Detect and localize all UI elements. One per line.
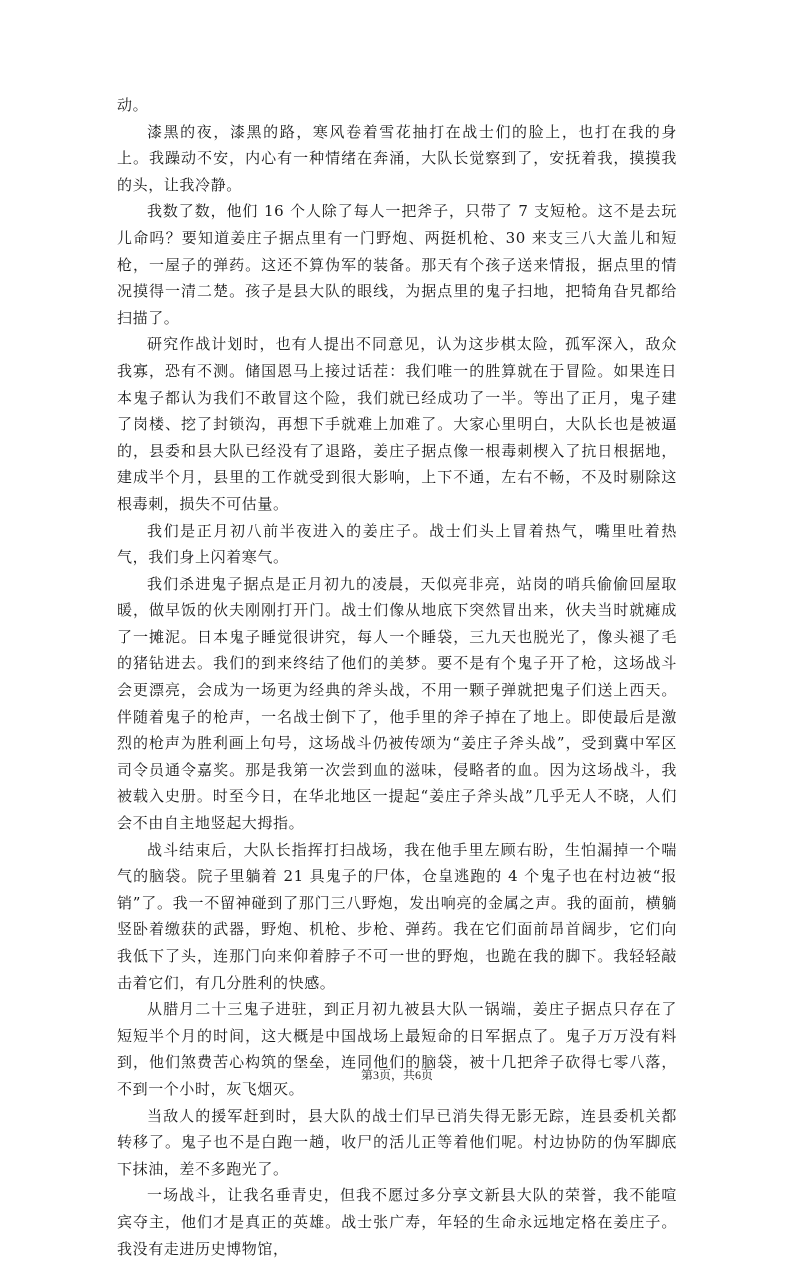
paragraph: 我数了数，他们 16 个人除了每人一把斧子，只带了 7 支短枪。这不是去玩儿命吗？要知道姜庄子据点里有一门野炮、两挺机枪、30 来支三八大盖儿和短枪，一屋子的弹药。这还不算伪军的装备。那天有个孩子送来情报，据点里的情况摸得一清二楚。孩子是县大队的眼线，为据点里的鬼子扫地，把犄角旮旯都给扫描了。 bbox=[117, 202, 677, 327]
page-footer: 第3页，共6页 bbox=[360, 1068, 433, 1082]
paragraph: 研究作战计划时，也有人提出不同意见，认为这步棋太险，孤军深入，敌众我寡，恐有不测。储国恩马上接过话茬：我们唯一的胜算就在于冒险。如果连日本鬼子都认为我们不敢冒这个险，我们就已经成功了一半。等出了正月，鬼子建了岗楼、挖了封锁沟，再想下手就难上加难了。大家心里明白，大队长也是被逼的，县委和县大队已经没有了退路，姜庄子据点像一根毒刺楔入了抗日根据地，建成半个月，县里的工作就受到很大影响，上下不通，左右不畅，不及时剔除这根毒刺，损失不可估量。 bbox=[117, 335, 677, 513]
paragraph: 当敌人的援军赶到时，县大队的战士们早已消失得无影无踪，连县委机关都转移了。鬼子也不是白跑一趟，收尸的活儿正等着他们呢。村边协防的伪军脚底下抹油，差不多跑光了。 bbox=[117, 1106, 677, 1178]
paragraph: 战斗结束后，大队长指挥打扫战场，我在他手里左顾右盼，生怕漏掉一个喘气的脑袋。院子里躺着 21 具鬼子的尸体，仓皇逃跑的 4 个鬼子也在村边被“报销”了。我一不留神碰到了那门三八野炮，发出响亮的金属之声。我的面前，横躺竖卧着缴获的武器，野炮、机枪、步枪、弹药。我在它们面前昂首阔步，它们向我低下了头，连那门向来仰着脖子不可一世的野炮，也跪在我的脚下。我轻轻敲击着它们，有几分胜利的快感。 bbox=[117, 840, 677, 992]
paragraph: 一场战斗，让我名垂青史，但我不愿过多分享文新县大队的荣誉，我不能喧宾夺主，他们才是真正的英雄。战士张广寿，年轻的生命永远地定格在姜庄子。我没有走进历史博物馆， bbox=[117, 1186, 677, 1258]
paragraph: 我们是正月初八前半夜进入的姜庄子。战士们头上冒着热气，嘴里吐着热气，我们身上闪着寒气。 bbox=[117, 521, 677, 567]
paragraph: 动。 bbox=[117, 96, 149, 114]
paragraph: 我们杀进鬼子据点是正月初九的凌晨，天似亮非亮，站岗的哨兵偷偷回屋取暖，做早饭的伙夫刚刚打开门。战士们像从地底下突然冒出来，伙夫当时就瘫成了一摊泥。日本鬼子睡觉很讲究，每人一个睡袋，三九天也脱光了，像头褪了毛的猪钻进去。我们的到来终结了他们的美梦。要不是有个鬼子开了枪，这场战斗会更漂亮，会成为一场更为经典的斧头战，不用一颗子弹就把鬼子们送上西天。伴随着鬼子的枪声，一名战士倒下了，他手里的斧子掉在了地上。即使最后是激烈的枪声为胜利画上句号，这场战斗仍被传颂为“姜庄子斧头战”，受到冀中军区司令员通令嘉奖。那是我第一次尝到血的滋味，侵略者的血。因为这场战斗，我被载入史册。时至今日，在华北地区一提起“姜庄子斧头战”几乎无人不晓，人们会不由自主地竖起大拇指。 bbox=[117, 574, 677, 833]
paragraph: 漆黑的夜，漆黑的路，寒风卷着雪花抽打在战士们的脸上，也打在我的身上。我躁动不安，内心有一种情绪在奔涌，大队长觉察到了，安抚着我，摸摸我的头，让我冷静。 bbox=[117, 122, 677, 194]
article-body bbox=[117, 92, 677, 1262]
paragraph: 从腊月二十三鬼子进驻，到正月初九被县大队一锅端，姜庄子据点只存在了短短半个月的时间，这大概是中国战场上最短命的日军据点了。鬼子万万没有料到，他们煞费苦心构筑的堡垒，连同他们的脑袋，被十几把斧子砍得七零八落，不到一个小时，灰飞烟灭。 bbox=[117, 1000, 677, 1098]
